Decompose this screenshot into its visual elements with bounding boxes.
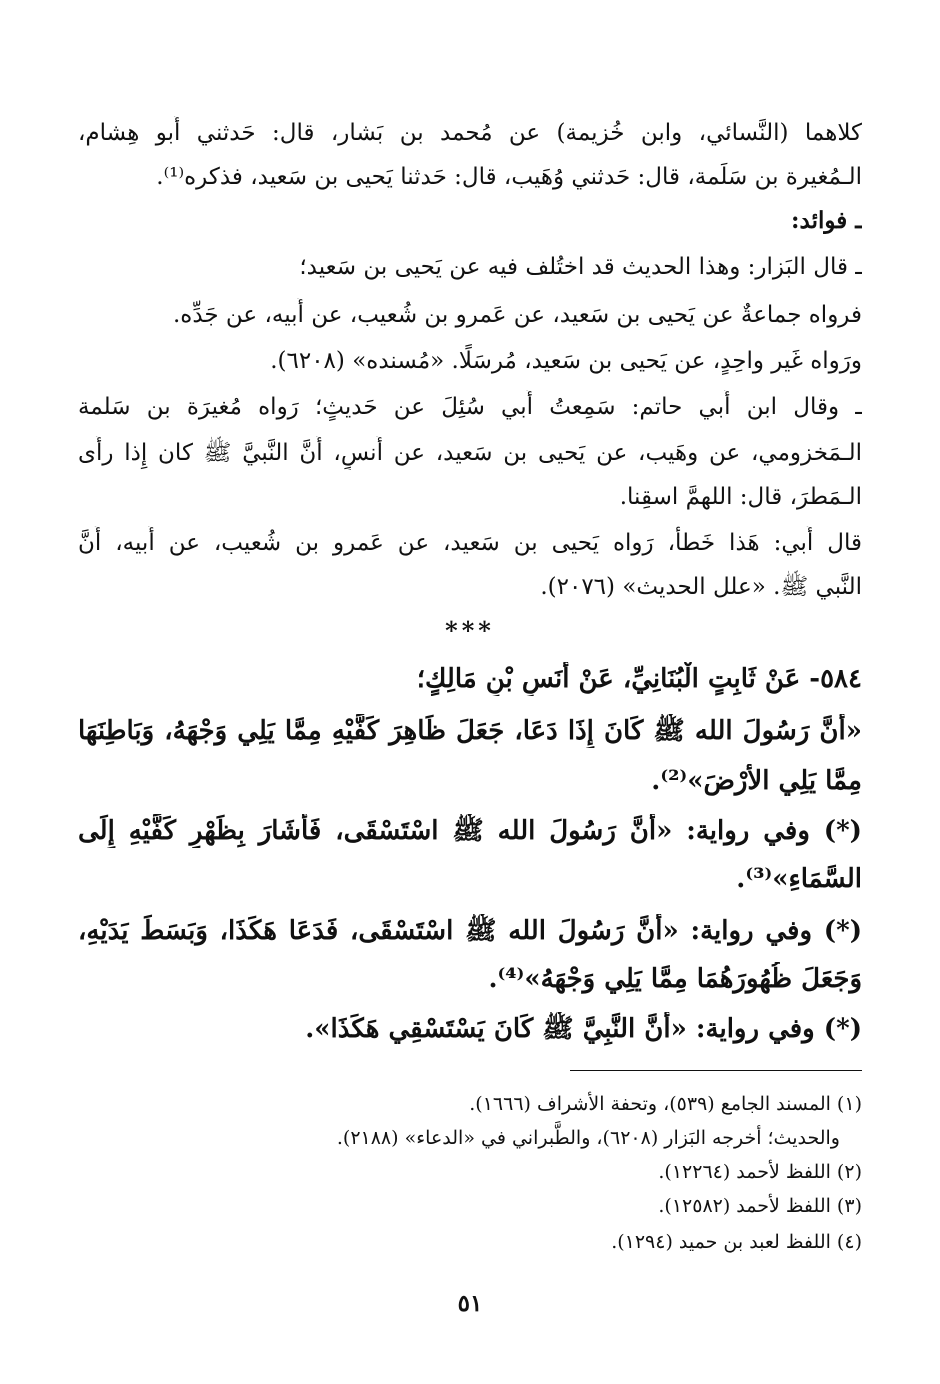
footnote: (٣) اللفظ لأحمد (١٢٥٨٢). (658, 1195, 862, 1217)
hadith-line: السَّمَاءِ»⁽³⁾. (736, 864, 862, 894)
hadith-line: (*) وفي رواية: «أَنَّ النَّبِيَّ ﷺ كَانَ يَسْتَسْقِي هَكَذَا». (305, 1014, 862, 1044)
section-heading: ـ فوائد: (791, 207, 862, 234)
footnote: (٤) اللفظ لعبد بن حميد (١٢٩٤). (611, 1231, 862, 1253)
body-line: الـمَخزومي، عن وهَيب، عن يَحيى بن سَعيد، عن أَنسٍ، أَنَّ النَّبيَّ ﷺ كان إِذا رأَى (78, 440, 862, 466)
hadith-line: (*) وفي رواية: «أَنَّ رَسُولَ الله ﷺ اسْتَسْقَى، فَدَعَا هَكَذَا، وَبَسَطَ يَدَيْهِ، (78, 916, 862, 946)
hadith-line: «أَنَّ رَسُولَ الله ﷺ كَانَ إِذَا دَعَا، جَعَلَ ظَاهِرَ كَفَّيْهِ مِمَّا يَلِي وَجْهَهُ، وَبَاطِنَهَا (78, 716, 862, 746)
hadith-line: (*) وفي رواية: «أَنَّ رَسُولَ الله ﷺ اسْتَسْقَى، فَأَشَارَ بِظَهْرِ كَفَّيْهِ إِلَى (78, 816, 862, 846)
body-line: ورَواه غَير واحِدٍ، عن يَحيى بن سَعيد، مُرسَلًا. «مُسنده» (٦٢٠٨). (270, 348, 862, 374)
body-line: ـ قال البَزار: وهذا الحديث قد اختُلف فيه عن يَحيى بن سَعيد؛ (299, 254, 862, 280)
footnote: (٢) اللفظ لأحمد (١٢٢٦٤). (658, 1161, 862, 1183)
hadith-line: مِمَّا يَلِي الأَرْضَ»⁽²⁾. (651, 766, 862, 796)
body-line: قال أَبي: هَذا خَطأٌ، رَواه يَحيى بن سَعيد، عن عَمرو بن شُعيب، عن أَبيه، أَنَّ (78, 530, 862, 556)
footnote: والحديث؛ أخرجه البَزار (٦٢٠٨)، والطَّبراني في «الدعاء» (٢١٨٨). (336, 1127, 840, 1149)
page-number: ٥١ (457, 1290, 483, 1317)
body-line: النَّبي ﷺ. «علل الحديث» (٢٠٧٦). (540, 574, 862, 600)
section-separator: *** (445, 616, 495, 645)
body-line: فرواه جماعةٌ عن يَحيى بن سَعيد، عن عَمرو بن شُعيب، عن أَبيه، عن جَدِّه. (172, 302, 862, 328)
footnote-rule (570, 1070, 862, 1071)
body-line: الـمُغيرة بن سَلَمة، قال: حَدثني وُهَيب، قال: حَدثنا يَحيى بن سَعيد، فذكره⁽¹⁾. (156, 164, 862, 190)
body-line: الـمَطرَ، قال: اللهمَّ اسقِنا. (619, 484, 862, 510)
hadith-header: ٥٨٤- عَنْ ثَابِتٍ الْبُنَانِيِّ، عَنْ أَنَسِ بْنِ مَالِكٍ؛ (416, 664, 862, 694)
body-line: ـ وقال ابن أَبي حاتم: سَمِعتُ أَبي سُئِلَ عن حَديثٍ؛ رَواه مُغيرَة بن سَلمة (78, 394, 862, 420)
hadith-line: وَجَعَلَ ظُهُورَهُمَا مِمَّا يَلِي وَجْهَهُ»⁽⁴⁾. (488, 964, 862, 994)
footnote: (١) المسند الجامع (٥٣٩)، وتحفة الأشراف (١٦٦٦). (469, 1093, 862, 1115)
body-line: كلاهما (النَّسائي، وابن خُزيمة) عن مُحمد بن بَشار، قال: حَدثني أَبو هِشام، (78, 120, 862, 146)
